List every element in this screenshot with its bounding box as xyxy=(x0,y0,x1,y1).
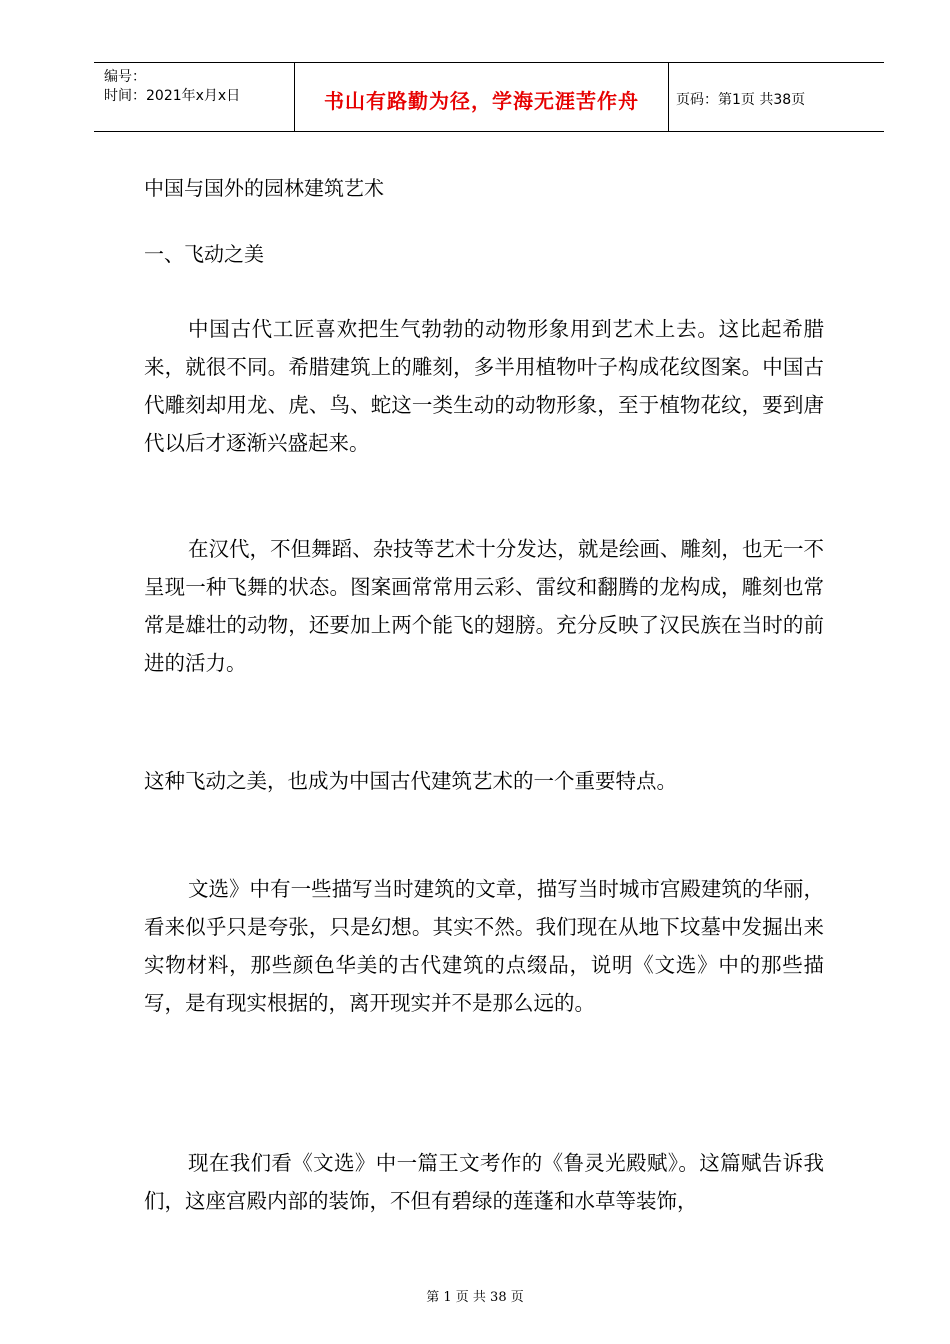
header-left-cell xyxy=(94,63,294,131)
paragraph: 现在我们看《文选》中一篇王文考作的《鲁灵光殿赋》。这篇赋告诉我们，这座宫殿内部的装饰，不但有碧绿的莲蓬和水草等装饰， xyxy=(144,1151,824,1213)
document-header xyxy=(94,62,884,132)
paragraph: 中国古代工匠喜欢把生气勃勃的动物形象用到艺术上去。这比起希腊来，就很不同。希腊建筑上的雕刻，多半用植物叶子构成花纹图案。中国古代雕刻却用龙、虎、鸟、蛇这一类生动的动物形象，至于植物花纹，要到唐代以后才逐渐兴盛起来。 xyxy=(144,317,824,455)
section-heading: 一、飞动之美 xyxy=(144,242,264,266)
page-footer: 第 1 页 共 38 页 xyxy=(426,1290,524,1305)
paragraph: 在汉代，不但舞蹈、杂技等艺术十分发达，就是绘画、雕刻，也无一不呈现一种飞舞的状态。图案画常常用云彩、雷纹和翻腾的龙构成，雕刻也常常是雄壮的动物，还要加上两个能飞的翅膀。充分反映了汉民族在当时的前进的活力。 xyxy=(144,537,824,675)
document-title: 中国与国外的园林建筑艺术 xyxy=(144,176,384,200)
page-label: 页码：第1页 共38页 xyxy=(676,92,806,108)
paragraph: 这种飞动之美，也成为中国古代建筑艺术的一个重要特点。 xyxy=(144,769,677,793)
motto-text: 书山有路勤为径，学海无涯苦作舟 xyxy=(324,89,639,113)
number-label: 编号： xyxy=(104,69,146,85)
time-label: 时间：2021年x月x日 xyxy=(104,88,241,104)
paragraph: 文选》中有一些描写当时建筑的文章，描写当时城市宫殿建筑的华丽，看来似乎只是夸张，只是幻想。其实不然。我们现在从地下坟墓中发掘出来实物材料，那些颜色华美的古代建筑的点缀品，说明《文选》中的那些描写，是有现实根据的，离开现实并不是那么远的。 xyxy=(144,877,824,1015)
header-right-cell xyxy=(668,63,884,131)
header-motto-cell xyxy=(294,63,669,131)
